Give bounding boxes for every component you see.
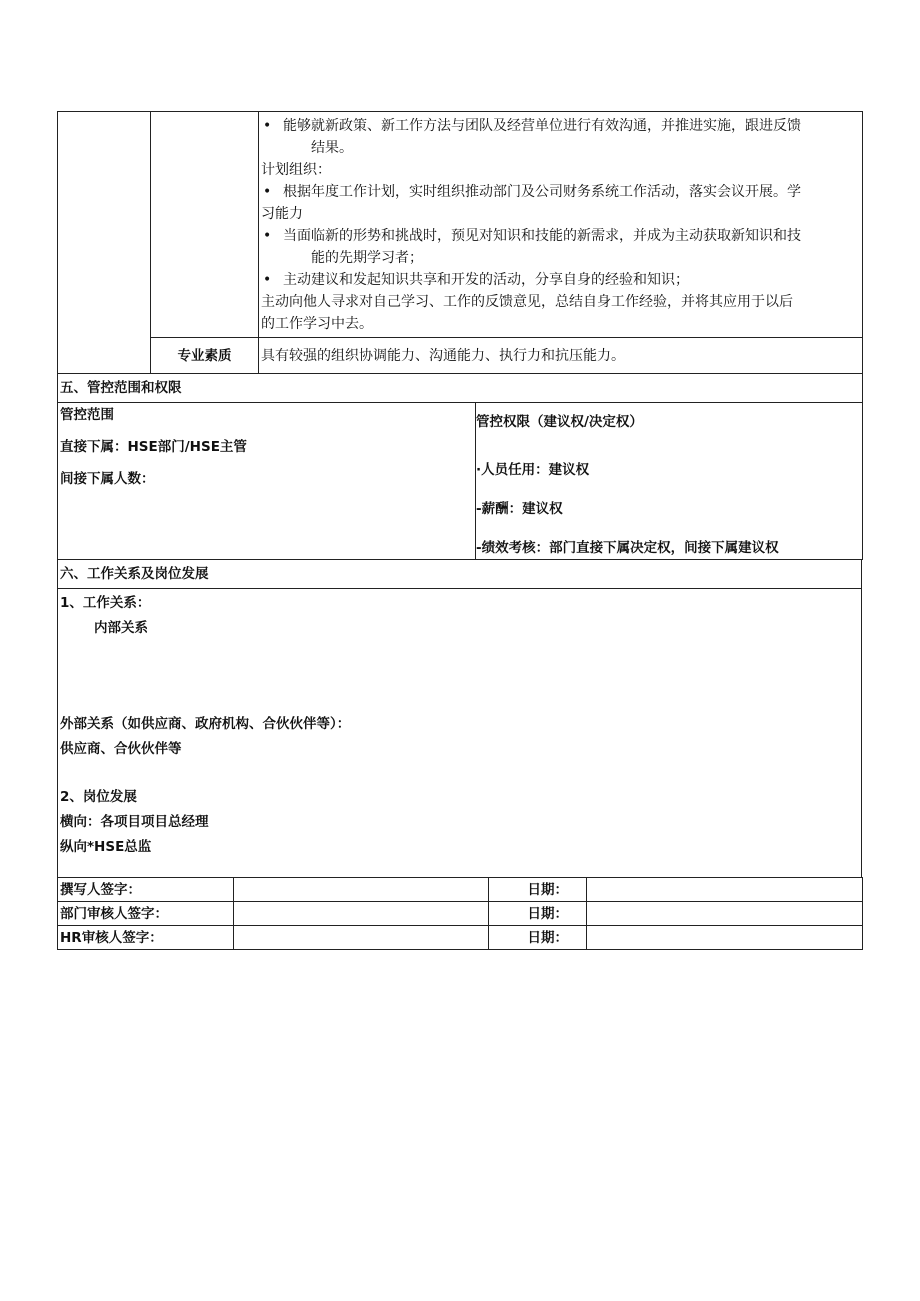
relations-cell <box>58 589 862 878</box>
career-heading: 2、岗位发展 <box>60 789 137 805</box>
bullet-text: 能够就新政策、新工作方法与团队及经营单位进行有效沟通，并推进实施，跟进反馈 <box>283 118 801 134</box>
bullet-text: 当面临新的形势和挑战时，预见对知识和技能的新需求，并成为主动获取新知识和技 <box>283 228 801 244</box>
external-relations-value: 供应商、合伙伙伴等 <box>60 741 182 757</box>
competency-text-line: 主动向他人寻求对自己学习、工作的反馈意见，总结自身工作经验，并将其应用于以后 <box>261 294 793 310</box>
bullet-continuation: 结果。 <box>311 140 353 156</box>
writer-date-field[interactable] <box>587 878 863 902</box>
direct-subordinate: 直接下属：HSE部门/HSE主管 <box>60 439 247 455</box>
competency-text-cell <box>259 112 863 338</box>
bullet-dot: • <box>263 184 272 200</box>
authority-label: 管控权限（建议权/决定权） <box>476 414 643 430</box>
writer-signature-label: 撰写人签字： <box>58 878 234 902</box>
internal-relations-label: 内部关系 <box>94 620 148 636</box>
subcategory-cell <box>151 112 259 338</box>
competency-table <box>57 111 863 374</box>
job-description-page <box>57 111 862 950</box>
bullet-dot: • <box>263 228 272 244</box>
scope-cell <box>58 403 476 560</box>
career-vertical: 纵向*HSE总监 <box>60 839 152 855</box>
dept-reviewer-signature-field[interactable] <box>234 902 489 926</box>
writer-date-label: 日期： <box>489 878 587 902</box>
hr-reviewer-signature-label: HR审核人签字： <box>58 926 234 950</box>
section5-table <box>57 373 863 560</box>
authority-hiring: ·人员任用：建议权 <box>476 462 590 478</box>
hr-reviewer-date-label: 日期： <box>489 926 587 950</box>
competency-heading-line: 习能力 <box>261 206 303 222</box>
external-relations-label: 外部关系（如供应商、政府机构、合伙伙伴等）： <box>60 716 351 732</box>
competency-bullet-item <box>261 269 860 291</box>
section6-title: 六、工作关系及岗位发展 <box>58 560 862 589</box>
bullet-dot: • <box>263 118 272 134</box>
competency-bullet-item <box>261 225 860 269</box>
competency-bullet-item <box>261 181 860 203</box>
scope-label: 管控范围 <box>60 407 114 423</box>
bullet-continuation: 能的先期学习者； <box>311 250 423 266</box>
section6-table <box>57 559 862 878</box>
authority-performance: -绩效考核：部门直接下属决定权，间接下属建议权 <box>476 540 779 556</box>
hr-reviewer-date-field[interactable] <box>587 926 863 950</box>
authority-salary: -薪酬：建议权 <box>476 501 563 517</box>
competency-bullet-item <box>261 115 860 159</box>
dept-reviewer-signature-label: 部门审核人签字： <box>58 902 234 926</box>
professional-label: 专业素质 <box>151 338 259 374</box>
competency-text-line: 计划组织： <box>261 162 331 178</box>
competency-lines <box>261 115 860 335</box>
bullet-text: 根据年度工作计划，实时组织推动部门及公司财务系统工作活动，落实会议开展。学 <box>283 184 801 200</box>
authority-cell <box>476 403 863 560</box>
competency-text-line: 的工作学习中去。 <box>261 316 373 332</box>
bullet-text: 主动建议和发起知识共享和开发的活动，分享自身的经验和知识； <box>283 272 689 288</box>
section5-title: 五、管控范围和权限 <box>58 374 863 403</box>
category-cell <box>58 112 151 374</box>
writer-signature-field[interactable] <box>234 878 489 902</box>
dept-reviewer-date-label: 日期： <box>489 902 587 926</box>
signature-table <box>57 877 863 950</box>
bullet-dot: • <box>263 272 272 288</box>
hr-reviewer-signature-field[interactable] <box>234 926 489 950</box>
indirect-subordinate-count: 间接下属人数： <box>60 471 155 487</box>
work-relations-heading: 1、工作关系： <box>60 595 151 611</box>
professional-text: 具有较强的组织协调能力、沟通能力、执行力和抗压能力。 <box>259 338 863 374</box>
career-horizontal: 横向：各项目项目总经理 <box>60 814 209 830</box>
dept-reviewer-date-field[interactable] <box>587 902 863 926</box>
